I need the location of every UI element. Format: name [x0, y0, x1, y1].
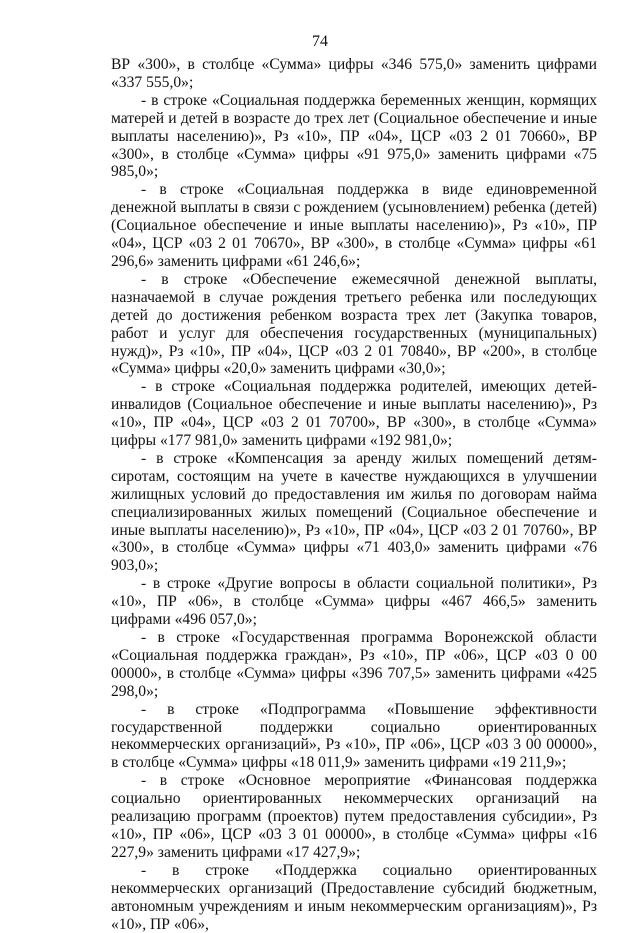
paragraph: - в строке «Подпрограмма «Повышение эффективности государственной поддержки социально ориентированных некоммерческих организаций», Рз «10», ПР «06», ЦСР «03 3 00 00000», в столбце «Сумма» цифры «18 011,9» заменить цифрами «19 211,9»;: [111, 700, 597, 772]
paragraph: - в строке «Обеспечение ежемесячной денежной выплаты, назначаемой в случае рождения третьего ребенка или последующих детей до достижения ребенком возраста трех лет (Закупка товаров, работ и услуг для обеспечения государственных (муниципальных) нужд)», Рз «10», ПР «04», ЦСР «03 2 01 70840», ВР «200», в столбце «Сумма» цифры «20,0» заменить цифрами «30,0»;: [111, 270, 597, 378]
paragraph: - в строке «Другие вопросы в области социальной политики», Рз «10», ПР «06», в столбце «Сумма» цифры «467 466,5» заменить цифрами «496 057,0»;: [111, 575, 597, 629]
paragraph: - в строке «Социальная поддержка в виде единовременной денежной выплаты в связи с рождением (усыновлением) ребенка (детей) (Социальное обеспечение и иные выплаты населению)», Рз «10», ПР «04», ЦСР «03 2 01 70670», ВР «300», в столбце «Сумма» цифры «61 296,6» заменить цифрами «61 246,6»;: [111, 181, 597, 270]
paragraph: - в строке «Государственная программа Воронежской области «Социальная поддержка граждан», Рз «10», ПР «06», ЦСР «03 0 00 00000», в столбце «Сумма» цифры «396 707,5» заменить цифрами «425 298,0»;: [111, 629, 597, 700]
page-number: 74: [312, 33, 328, 50]
paragraph: - в строке «Социальная поддержка беременных женщин, кормящих матерей и детей в возрасте до трех лет (Социальное обеспечение и иные выплаты населению)», Рз «10», ПР «04», ЦСР «03 2 01 70660», ВР «300», в столбце «Сумма» цифры «91 975,0» заменить цифрами «75 985,0»;: [111, 91, 597, 181]
paragraph: - в строке «Компенсация за аренду жилых помещений детям-сиротам, состоящим на учете в качестве нуждающихся в улучшении жилищных условий до предоставления им жилья по договорам найма специализированных жилых помещений (Социальное обеспечение и иные выплаты населению)», Рз «10», ПР «04», ЦСР «03 2 01 70760», ВР «300», в столбце «Сумма» цифры «71 403,0» заменить цифрами «76 903,0»;: [111, 449, 597, 575]
paragraph: - в строке «Поддержка социально ориентированных некоммерческих организаций (Предоставление субсидий бюджетным, автономным учреждениям и иным некоммерческим организациям)», Рз «10», ПР «06»,: [111, 861, 597, 933]
paragraph: - в строке «Основное мероприятие «Финансовая поддержка социально ориентированных некоммерческих организаций на реализацию программ (проектов) путем предоставления субсидии», Рз «10», ПР «06», ЦСР «03 3 01 00000», в столбце «Сумма» цифры «16 227,9» заменить цифрами «17 427,9»;: [111, 772, 597, 861]
paragraph: ВР «300», в столбце «Сумма» цифры «346 575,0» заменить цифрами «337 555,0»;: [111, 56, 597, 91]
document-body: [111, 56, 597, 933]
paragraph: - в строке «Социальная поддержка родителей, имеющих детей-инвалидов (Социальное обеспечение и иные выплаты населению)», Рз «10», ПР «04», ЦСР «03 2 01 70700», ВР «300», в столбце «Сумма» цифры «177 981,0» заменить цифрами «192 981,0»;: [111, 378, 597, 450]
